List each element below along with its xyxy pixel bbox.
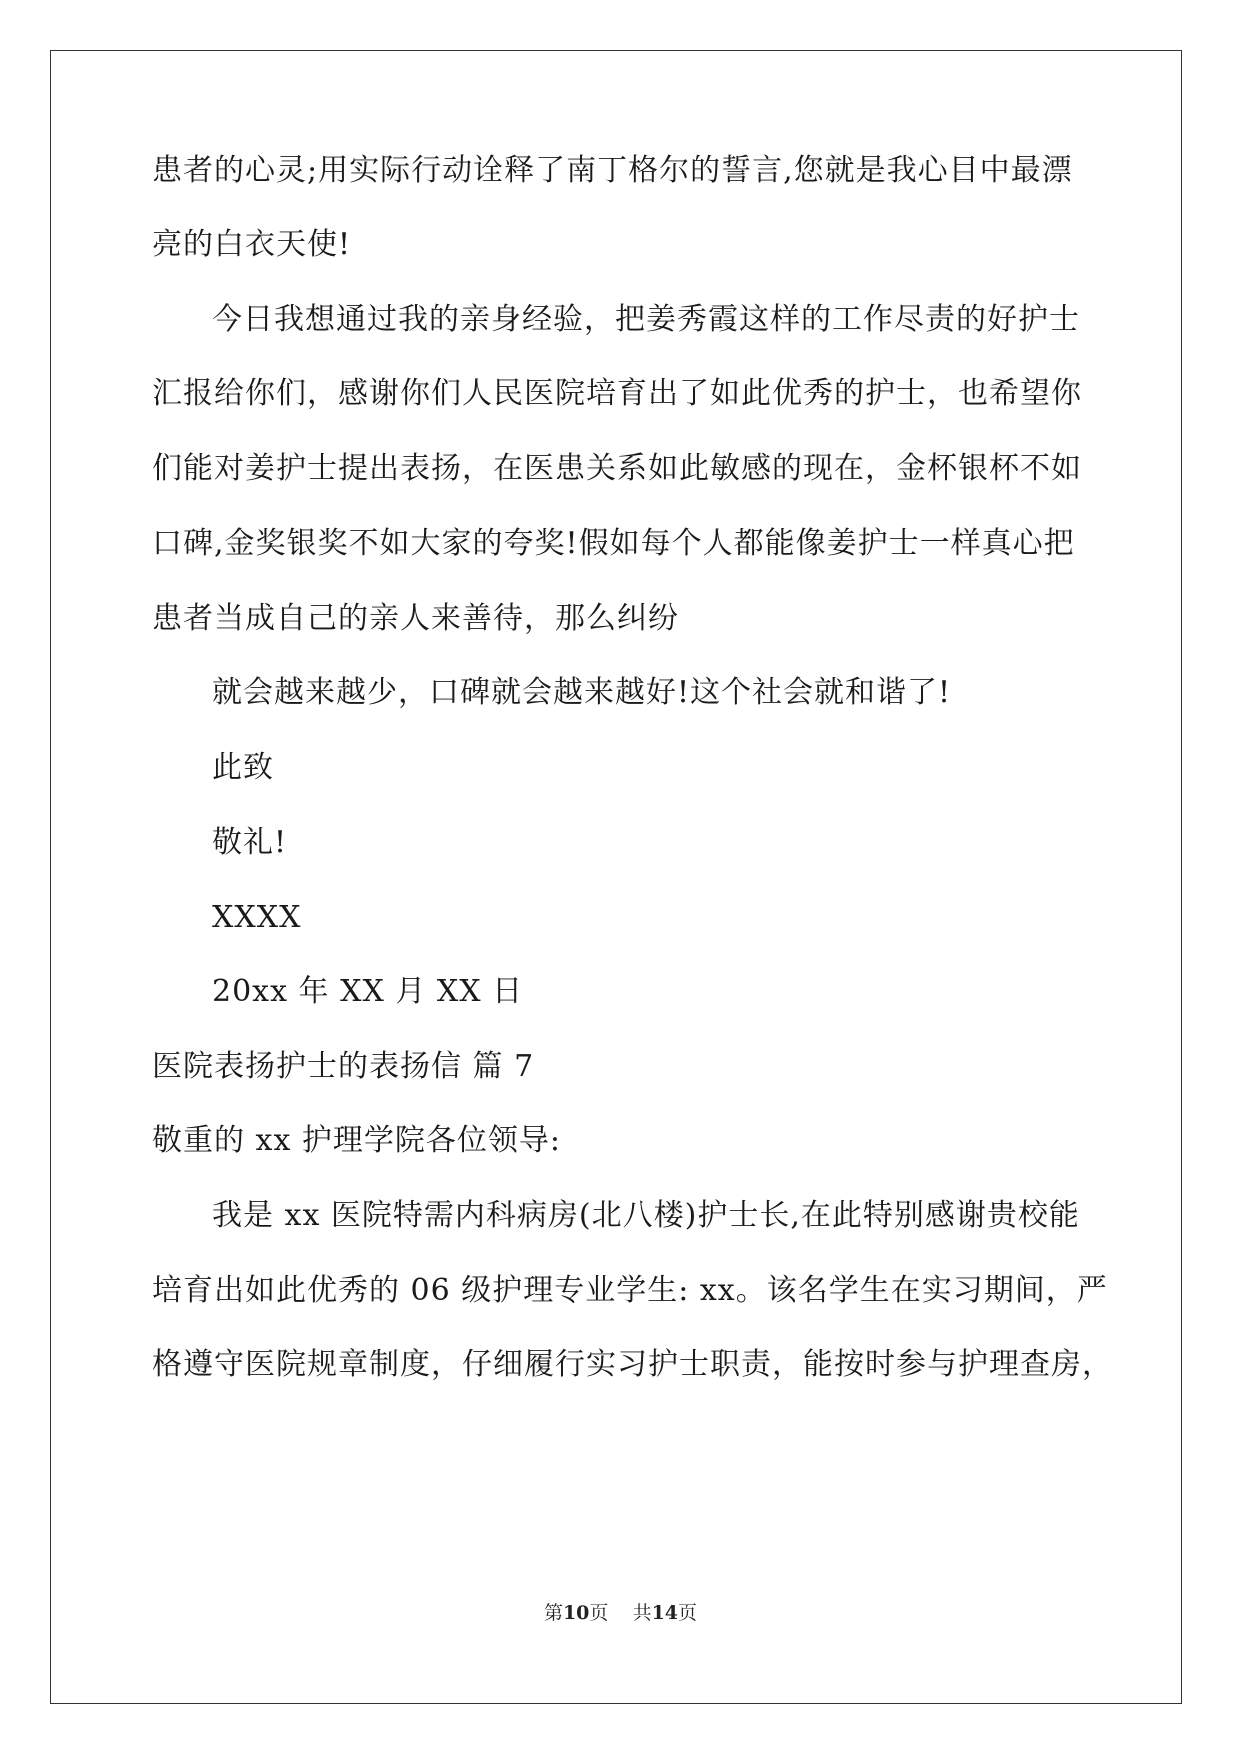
- page-footer: [0, 1601, 1241, 1625]
- footer-current-page: 10: [562, 1602, 590, 1624]
- footer-prefix: 第: [543, 1602, 563, 1624]
- body-line-9: 我是 xx 医院特需内科病房(北八楼)护士长,在此特别感谢贵校能: [212, 1198, 1080, 1233]
- closing-salutation: 此致: [212, 750, 274, 785]
- date-line: 20xx 年 XX 月 XX 日: [212, 974, 524, 1009]
- footer-total-pages: 14: [651, 1602, 679, 1624]
- section-heading: 医院表扬护士的表扬信 篇 7: [152, 1049, 535, 1084]
- letter-greeting: 敬重的 xx 护理学院各位领导:: [152, 1123, 562, 1158]
- body-line-10: 培育出如此优秀的 06 级护理专业学生: xx。该名学生在实习期间，严: [152, 1273, 1108, 1308]
- page-border: [50, 50, 1182, 1704]
- body-line-4: 汇报给你们，感谢你们人民医院培育出了如此优秀的护士，也希望你: [152, 376, 1082, 411]
- footer-middle: 页 共: [589, 1602, 652, 1624]
- closing-regards: 敬礼!: [212, 825, 288, 860]
- body-line-1: 患者的心灵;用实际行动诠释了南丁格尔的誓言,您就是我心目中最漂: [152, 153, 1073, 188]
- body-line-8: 就会越来越少，口碑就会越来越好!这个社会就和谐了!: [212, 675, 952, 710]
- body-line-3: 今日我想通过我的亲身经验，把姜秀霞这样的工作尽责的好护士: [212, 302, 1080, 337]
- body-line-11: 格遵守医院规章制度，仔细履行实习护士职责，能按时参与护理查房，: [152, 1347, 1113, 1382]
- body-line-6: 口碑,金奖银奖不如大家的夸奖!假如每个人都能像姜护士一样真心把: [152, 526, 1075, 561]
- body-line-5: 们能对姜护士提出表扬，在医患关系如此敏感的现在，金杯银杯不如: [152, 451, 1082, 486]
- body-line-2: 亮的白衣天使!: [152, 227, 352, 262]
- footer-suffix: 页: [678, 1602, 698, 1624]
- body-line-7: 患者当成自己的亲人来善待，那么纠纷: [152, 601, 679, 636]
- signature: XXXX: [212, 900, 302, 935]
